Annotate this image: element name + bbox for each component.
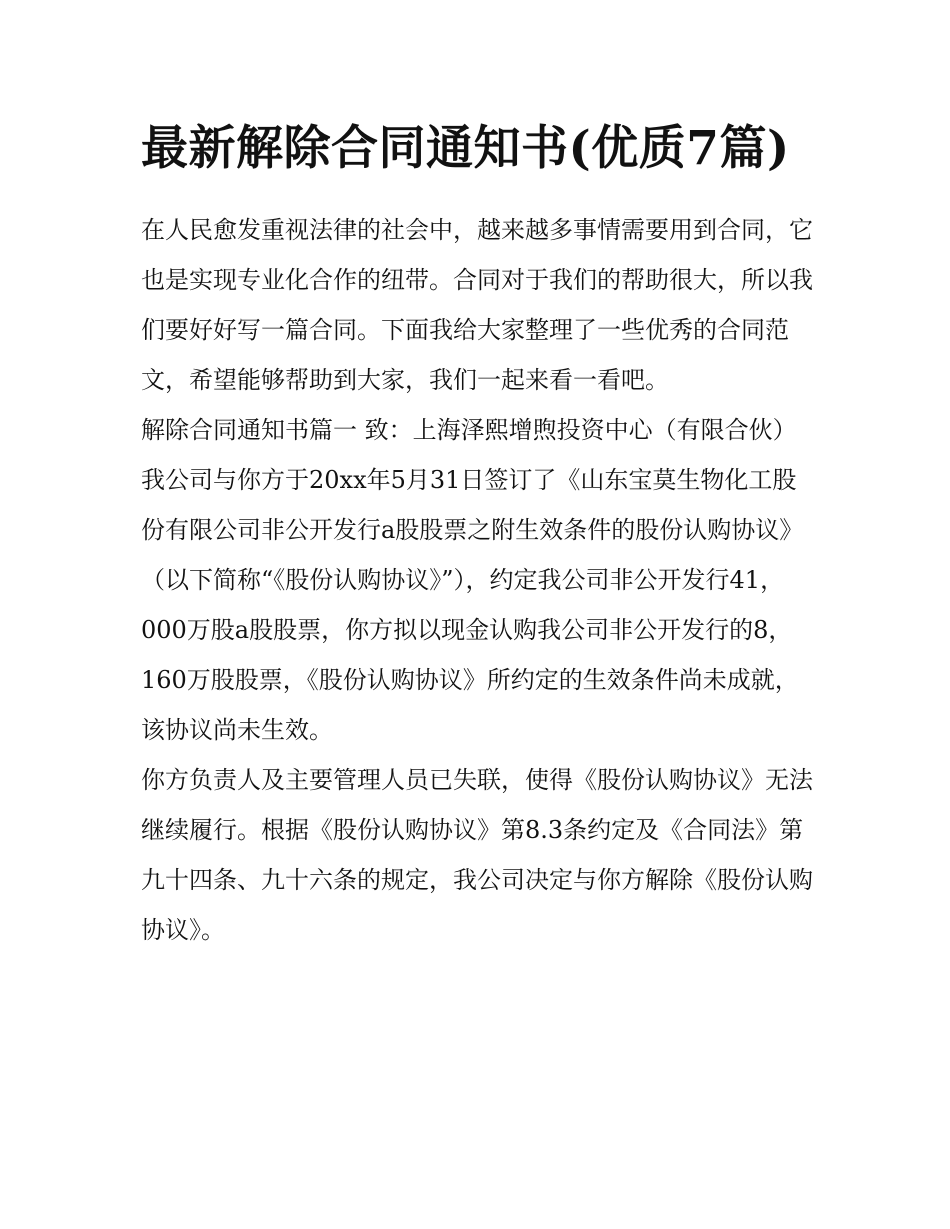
contract-background-paragraph: 我公司与你方于20xx年5月31日签订了《山东宝莫生物化工股份有限公司非公开发行a股股票之附生效条件的股份认购协议》（以下简称“《股份认购协议》”），约定我公司非公开发行41，000万股a股股票，你方拟以现金认购我公司非公开发行的8，160万股股票，《股份认购协议》所约定的生效条件尚未成就，该协议尚未生效。 <box>141 466 804 744</box>
termination-decision-paragraph: 你方负责人及主要管理人员已失联，使得《股份认购协议》无法继续履行。根据《股份认购协议》第8.3条约定及《合同法》第九十四条、九十六条的规定，我公司决定与你方解除《股份认购协议》。 <box>141 766 813 944</box>
intro-paragraph: 在人民愈发重视法律的社会中，越来越多事情需要用到合同，它也是实现专业化合作的纽带。合同对于我们的帮助很大，所以我们要好好写一篇合同。下面我给大家整理了一些优秀的合同范文，希望能够帮助到大家，我们一起来看一看吧。 <box>141 216 813 394</box>
document-page <box>141 112 813 955</box>
document-title: 最新解除合同通知书(优质7篇) <box>141 121 790 176</box>
section-heading-paragraph: 解除合同通知书篇一 致：上海泽熙增煦投资中心（有限合伙） <box>141 416 797 444</box>
